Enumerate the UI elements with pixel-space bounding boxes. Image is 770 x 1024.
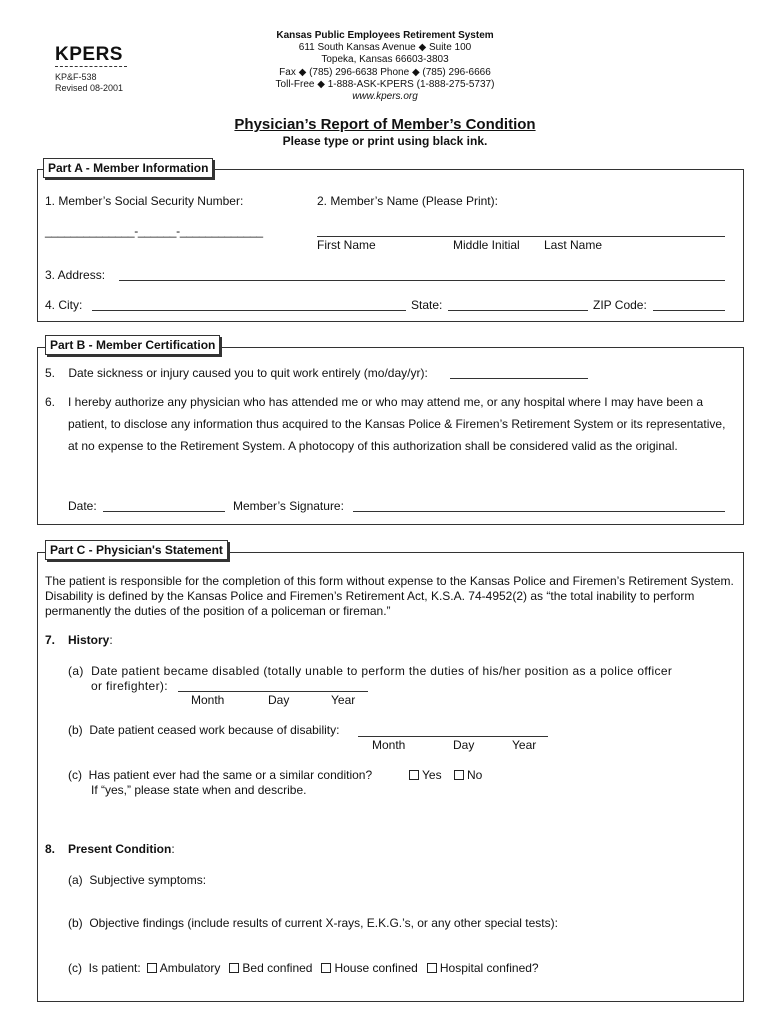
signature-field[interactable] [353,511,725,512]
org-address1: 611 South Kansas Avenue ◆ Suite 100 [298,42,472,54]
disabled-date-label: (a) Date patient became disabled (totally unable to perform the duties of his/her position as a police officer [68,664,673,678]
no-option[interactable] [448,768,482,782]
part-c-label: Part C - Physician's Statement [45,540,228,560]
house-confined-label: House confined [334,961,418,975]
ssn-field[interactable]: ______________-______-_____________ [45,224,263,238]
city-field[interactable] [92,310,406,311]
disabled-date-field[interactable] [178,691,368,692]
bed-confined-checkbox[interactable] [229,963,239,973]
form-subtitle: Please type or print using black ink. [282,134,488,148]
org-website: www.kpers.org [352,91,418,103]
disability-definition: The patient is responsible for the completion of this form without expense to the Kansas Police and Firemen’s Retirement System. Disability is defined by the Kansas Police and Firemen’s Retirement Act, K.S.A. 74-4952(2) as “the total inability to perform permanently the duties of the position of a policeman or fireman.” [45,574,734,618]
ceased-month-caption: Month [372,738,406,752]
form-number: KP&F-538 [55,72,97,82]
quit-work-date-field[interactable] [450,378,588,379]
kpers-logo: KPERS [55,44,123,65]
org-tollfree: Toll-Free ◆ 1-888-ASK-KPERS (1-888-275-5737) [275,78,495,90]
disabled-date-label-cont: or firefighter): [91,679,168,693]
zip-field[interactable] [653,310,725,311]
date-field[interactable] [103,511,225,512]
disabled-month-caption: Month [191,693,225,707]
yes-checkbox[interactable] [409,770,419,780]
address-label: 3. Address: [45,268,106,282]
logo-rule [55,66,127,67]
ceased-work-date-field[interactable] [358,736,548,737]
address-field[interactable] [119,280,725,281]
city-label: 4. City: [45,298,83,312]
middle-initial-caption: Middle Initial [453,238,520,252]
item5-label: 5. Date sickness or injury caused you to quit work entirely (mo/day/yr): [45,366,428,380]
ambulatory-checkbox[interactable] [147,963,157,973]
present-condition-number: 8. [45,842,56,856]
hospital-confined-checkbox[interactable] [427,963,437,973]
history-heading: History: [68,633,113,647]
history-number: 7. [45,633,56,647]
present-condition-heading: Present Condition: [68,842,175,856]
similar-condition-label: (c) Has patient ever had the same or a similar condition? [68,768,373,782]
part-b-label: Part B - Member Certification [45,335,220,355]
part-a-label: Part A - Member Information [43,158,213,178]
is-patient-label: (c) Is patient: [68,961,141,975]
last-name-caption: Last Name [544,238,603,252]
form-number-block [55,72,123,94]
ceased-work-label: (b) Date patient ceased work because of disability: [68,723,340,737]
date-label: Date: [68,499,97,513]
org-header [240,30,530,103]
state-label: State: [411,298,443,312]
no-checkbox[interactable] [454,770,464,780]
disabled-year-caption: Year [331,693,356,707]
yes-label: Yes [422,768,442,782]
org-address2: Topeka, Kansas 66603-3803 [321,54,449,66]
subjective-symptoms-label: (a) Subjective symptoms: [68,873,207,887]
objective-findings-label: (b) Objective findings (include results of current X-rays, E.K.G.’s, or any other special tests): [68,916,558,930]
form-title: Physician’s Report of Member’s Condition [234,116,536,133]
org-phones: Fax ◆ (785) 296-6638 Phone ◆ (785) 296-6666 [279,66,491,78]
disabled-day-caption: Day [268,693,290,707]
ceased-year-caption: Year [512,738,537,752]
bed-confined-label: Bed confined [242,961,313,975]
signature-label: Member’s Signature: [233,499,344,513]
present-condition-label: Present Condition [68,842,172,856]
yes-option[interactable] [403,768,442,782]
house-confined-checkbox[interactable] [321,963,331,973]
state-field[interactable] [448,310,588,311]
authorization-text: I hereby authorize any physician who has attended me or who may attend me, or any hospital where I may have been a patient, to disclose any information thus acquired to the Kansas Police & Firemen’s Retirement System or its representative, at no expense to the Retirement System. A photocopy of this authorization shall be considered valid as the original. [68,395,726,453]
zip-label: ZIP Code: [593,298,647,312]
no-label: No [467,768,483,782]
org-name: Kansas Public Employees Retirement System [276,30,494,41]
patient-status-row [68,961,539,975]
ssn-label: 1. Member’s Social Security Number: [45,194,244,208]
ambulatory-label: Ambulatory [159,961,221,975]
history-label: History [68,633,110,647]
item6-number: 6. [45,395,56,409]
hospital-confined-label: Hospital confined? [439,961,539,975]
member-name-label: 2. Member’s Name (Please Print): [317,194,498,208]
revised-date: Revised 08-2001 [55,83,124,93]
first-name-caption: First Name [317,238,376,252]
similar-condition-describe: If “yes,” please state when and describe. [91,783,307,797]
ceased-day-caption: Day [453,738,475,752]
member-name-field[interactable] [317,236,725,237]
